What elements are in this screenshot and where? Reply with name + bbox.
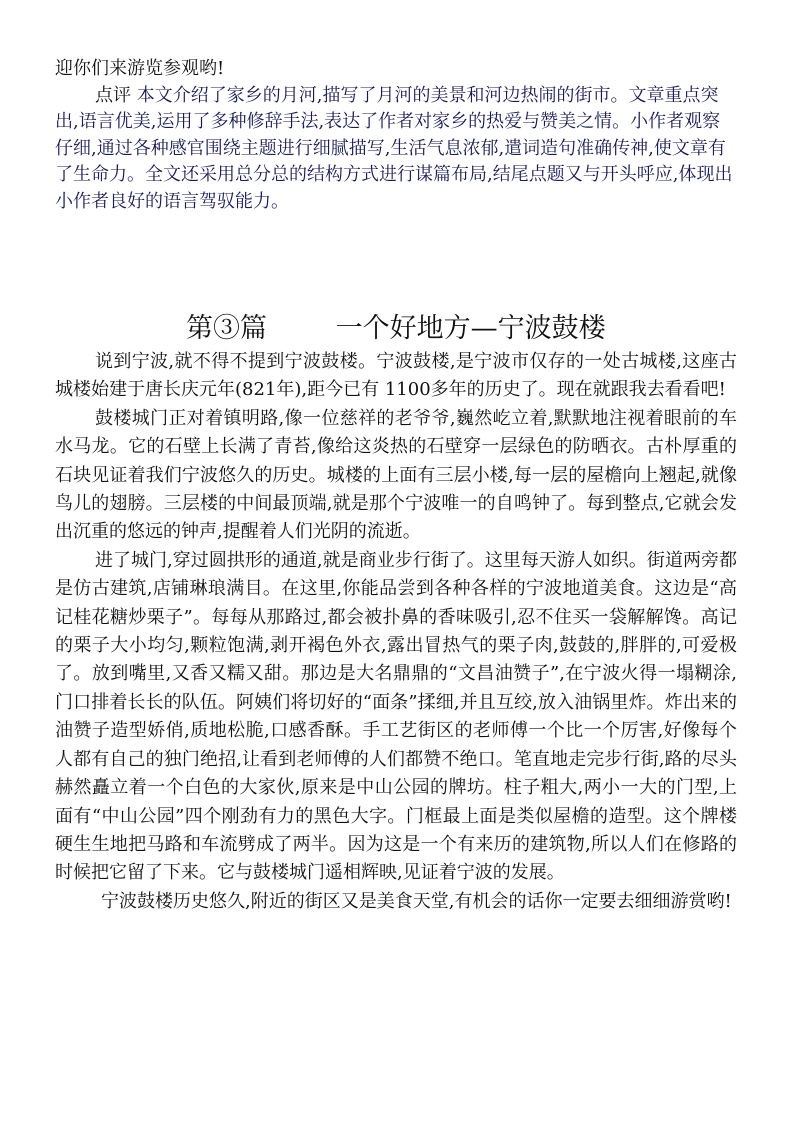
previous-article-ending [55, 56, 735, 215]
continuation-line: 迎你们来游览参观哟! [55, 58, 225, 79]
review-paragraph [55, 83, 735, 216]
paragraph-4: 宁波鼓楼历史悠久,附近的街区又是美食天堂,有机会的话你一定要去细细游赏哟! [101, 890, 732, 912]
review-tag: 点评 [95, 84, 131, 106]
review-text: 本文介绍了家乡的月河,描写了月河的美景和河边热闹的街市。文章重点突出,语言优美,运用了多种修辞手法,表达了作者对家乡的热爱与赞美之情。小作者观察仔细,通过各种感官围绕主题进行细腻描写,生活气息浓郁,遣词造句准确传神,使文章有了生命力。全文还采用总分总的结构方式进行谋篇布局,结尾点题又与开头呼应,体现出小作者良好的语言驾驭能力。 [55, 84, 733, 212]
paragraph-3: 进了城门,穿过圆拱形的通道,就是商业步行街了。这里每天游人如织。街道两旁都是仿古建筑,店铺琳琅满目。在这里,你能品尝到各种各样的宁波地道美食。这边是“高记桂花糖炒栗子”。每每从那路过,都会被扑鼻的香味吸引,忍不住买一袋解解馋。高记的栗子大小均匀,颗粒饱满,剥开褐色外衣,露出冒热气的栗子肉,鼓鼓的,胖胖的,可爱极了。放到嘴里,又香又糯又甜。那边是大名鼎鼎的“文昌油赞子”,在宁波火得一塌糊涂,门口排着长长的队伍。阿姨们将切好的“面条”揉细,并且互绞,放入油锅里炸。炸出来的油赞子造型娇俏,质地松脆,口感香酥。手工艺街区的老师傅一个比一个厉害,好像每个人都有自己的独门绝招,让看到老师傅的人们都赞不绝口。笔直地走完步行街,路的尽头赫然矗立着一个白色的大家伙,原来是中山公园的牌坊。柱子粗大,两小一大的门型,上面有“中山公园”四个刚劲有力的黑色大字。门框最上面是类似屋檐的造型。这个牌楼硬生生地把马路和车流劈成了两半。因为这是一个有来历的建筑物,所以人们在修路的时候把它留了下来。它与鼓楼城门遥相辉映,见证着宁波的发展。 [55, 549, 737, 884]
article-body [55, 348, 737, 916]
paragraph-1: 说到宁波,就不得不提到宁波鼓楼。宁波鼓楼,是宁波市仅存的一处古城楼,这座古城楼始建于唐长庆元年(821年),距今已有 1100多年的历史了。现在就跟我去看看吧! [55, 351, 737, 401]
paragraph-2: 鼓楼城门正对着镇明路,像一位慈祥的老爷爷,巍然屹立着,默默地注视着眼前的车水马龙。它的石壁上长满了青苔,像给这炎热的石壁穿一层绿色的防晒衣。古朴厚重的石块见证着我们宁波悠久的历史。城楼的上面有三层小楼,每一层的屋檐向上翘起,就像鸟儿的翅膀。三层楼的中间最顶端,就是那个宁波唯一的自鸣钟了。每到整点,它就会发出沉重的悠远的钟声,提醒着人们光阴的流逝。 [55, 407, 737, 543]
article-title: 第③篇 一个好地方—宁波鼓楼 [186, 313, 606, 344]
